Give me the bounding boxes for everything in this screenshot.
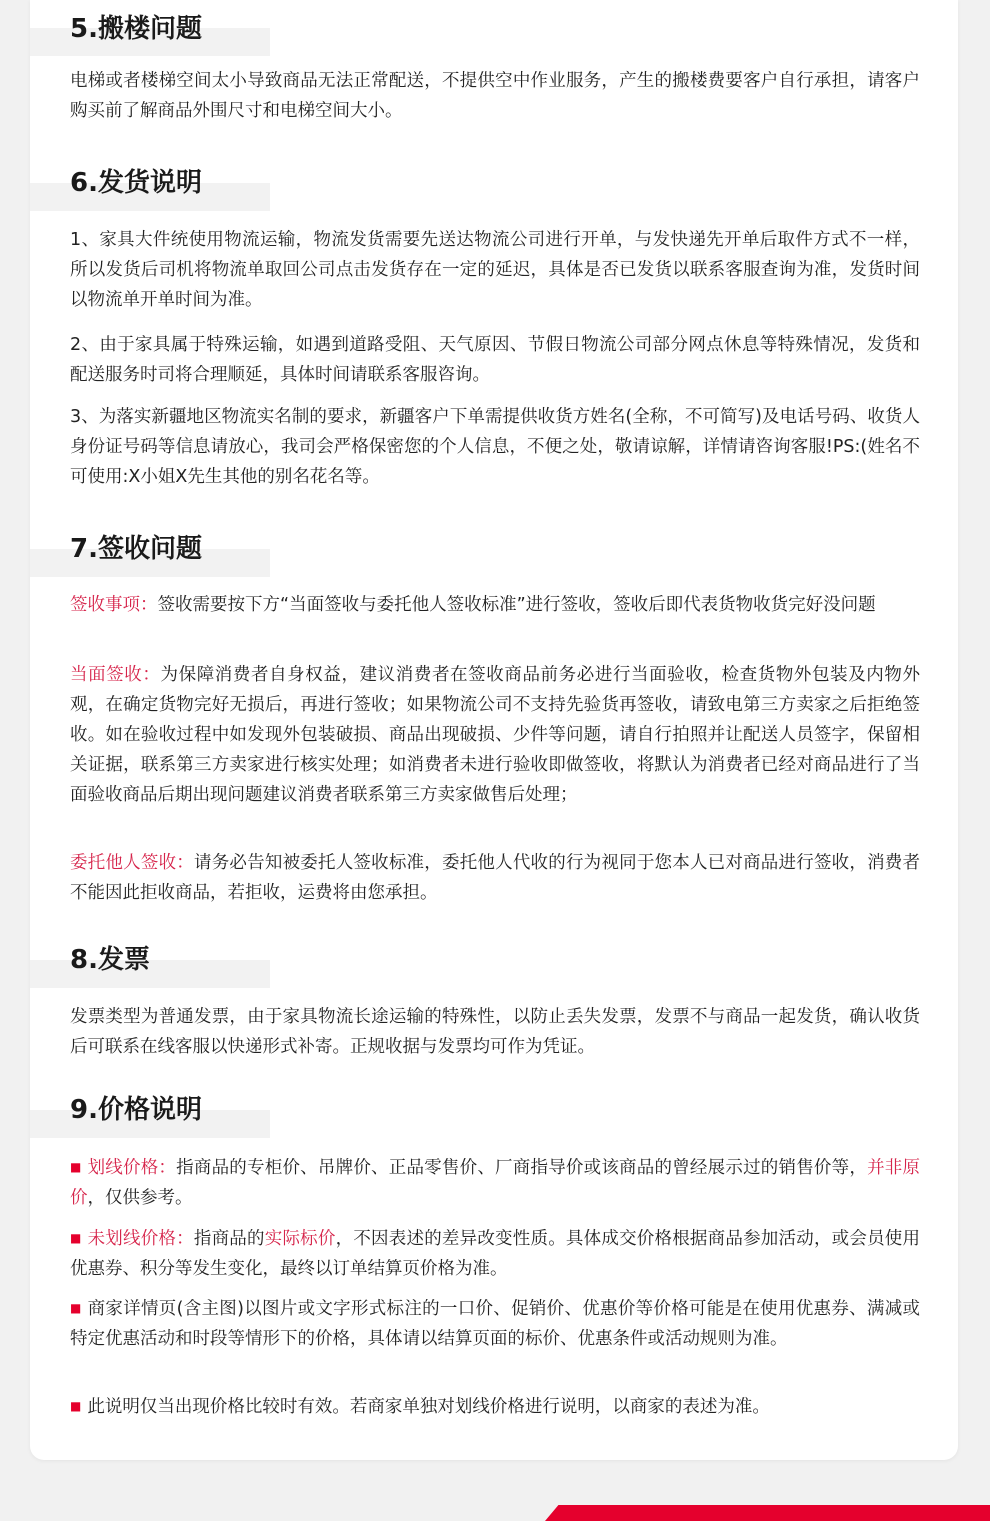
in-person-sign-label: 当面签收： [70,665,161,685]
strike-price-text: 指商品的专柜价、吊牌价、正品零售价、厂商指导价或该商品的曾经展示过的销售价等， [176,1158,868,1178]
not-original-price: 并非原价 [70,1158,921,1208]
section-7-paragraph-1 [70,590,920,620]
section-9-title: 9.价格说明 [70,1095,202,1125]
sign-notice-text: 签收需要按下方“当面签收与委托他人签收标准”进行签收，签收后即代表货物收货完好没问题 [157,595,876,615]
strike-price-label: 划线价格： [87,1158,177,1178]
sign-notice-label: 签收事项： [70,595,158,615]
unstruck-price-text-end: ，不因表述的差异改变性质。具体成交价格根据商品参加活动，或会员使用优惠券、积分等发生变化，最终以订单结算页价格为准。 [70,1229,921,1279]
red-ribbon-decoration [545,1505,990,1521]
bullet-icon: ■ [70,1301,82,1315]
in-person-sign-text: 为保障消费者自身权益，建议消费者在签收商品前务必进行当面验收，检查货物外包装及内物外观，在确定货物完好无损后，再进行签收；如果物流公司不支持先验货再签收，请致电第三方卖家之后拒绝签收。如在验收过程中如发现外包装破损、商品出现破损、少件等问题，请自行拍照并让配送人员签字，保留相关证据，联系第三方卖家进行核实处理；如消费者未进行验收即做签收，将默认为消费者已经对商品进行了当面验收商品后期出现问题建议消费者联系第三方卖家做售后处理； [70,665,921,805]
actual-price: 实际标价 [264,1229,336,1249]
price-note-3 [70,1293,920,1354]
price-note-1 [70,1152,920,1213]
section-6-paragraph-2: 2、由于家具属于特殊运输，如遇到道路受阻、天气原因、节假日物流公司部分网点休息等特殊情况，发货和配送服务时司将合理顺延，具体时间请联系客服咨询。 [70,335,920,385]
section-7-title: 7.签收问题 [70,534,202,564]
price-note-4-text: 此说明仅当出现价格比较时有效。若商家单独对划线价格进行说明，以商家的表述为准。 [87,1397,770,1417]
proxy-sign-label: 委托他人签收： [70,853,194,873]
bullet-icon: ■ [70,1399,82,1413]
price-note-3-text: 商家详情页(含主图)以图片或文字形式标注的一口价、促销价、优惠价等价格可能是在使用优惠券、满减或特定优惠活动和时段等情形下的价格，具体请以结算页面的标价、优惠条件或活动规则为准。 [70,1299,921,1349]
section-5-paragraph: 电梯或者楼梯空间太小导致商品无法正常配送，不提供空中作业服务，产生的搬楼费要客户自行承担，请客户购买前了解商品外围尺寸和电梯空间大小。 [70,71,920,121]
section-7-paragraph-3 [70,848,920,908]
section-5-title: 5.搬楼问题 [70,14,202,44]
proxy-sign-text: 请务必告知被委托人签收标准，委托他人代收的行为视同于您本人已对商品进行签收，消费者不能因此拒收商品，若拒收，运费将由您承担。 [70,853,921,903]
unstruck-price-text: 指商品的 [193,1229,265,1249]
section-8-tab [30,960,270,988]
section-6-title: 6.发货说明 [70,168,202,198]
section-7-paragraph-2 [70,660,920,810]
bullet-icon: ■ [70,1231,82,1245]
strike-price-text-end: ，仅供参考。 [87,1188,193,1208]
section-8-title: 8.发票 [70,945,150,975]
bullet-icon: ■ [70,1160,82,1174]
section-6-paragraph-1: 1、家具大件统使用物流运输，物流发货需要先送达物流公司进行开单，与发快递先开单后取件方式不一样，所以发货后司机将物流单取回公司点击发货存在一定的延迟，具体是否已发货以联系客服查询为准，发货时间以物流单开单时间为准。 [70,230,920,310]
price-note-2 [70,1223,920,1284]
content-card [30,0,958,1460]
section-8-paragraph: 发票类型为普通发票，由于家具物流长途运输的特殊性，以防止丢失发票，发票不与商品一起发货，确认收货后可联系在线客服以快递形式补寄。正规收据与发票均可作为凭证。 [70,1007,920,1057]
price-note-4 [70,1391,920,1422]
section-6-paragraph-3: 3、为落实新疆地区物流实名制的要求，新疆客户下单需提供收货方姓名(全称，不可简写)及电话号码、收货人身份证号码等信息请放心，我司会严格保密您的个人信息，不便之处，敬请谅解，详情请咨询客服!PS:(姓名不可使用:X小姐X先生其他的别名花名等。 [70,407,920,487]
unstruck-price-label: 未划线价格： [87,1229,194,1249]
